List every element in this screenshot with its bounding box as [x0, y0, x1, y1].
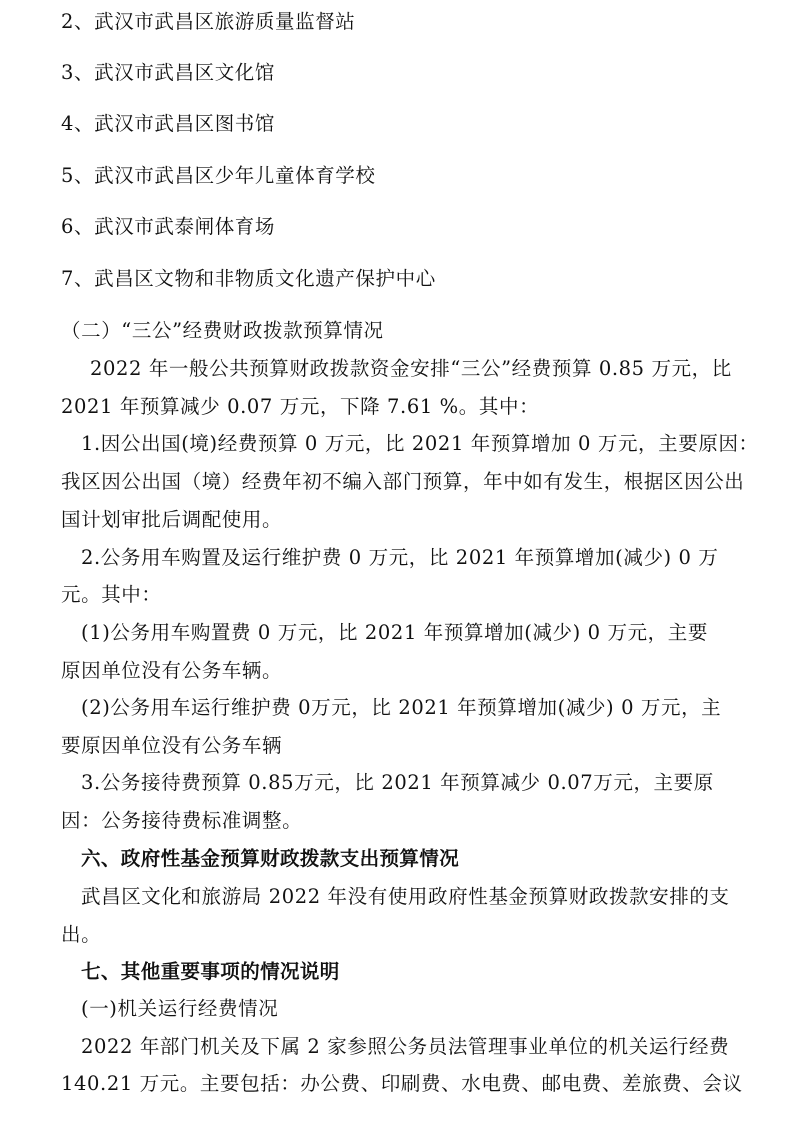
sangong-item1-line2: 我区因公出国（境）经费年初不编入部门预算，年中如有发生，根据区因公出 [61, 470, 745, 493]
sangong-sub2-line1: (2)公务用车运行维护费 0万元，比 2021 年预算增加(减少) 0 万元，主 [81, 696, 722, 719]
section-seven-subheading: (一)机关运行经费情况 [81, 997, 279, 1020]
section-seven-line1: 2022 年部门机关及下属 2 家参照公务员法管理事业单位的机关运行经费 [81, 1035, 730, 1058]
section-seven-heading: 七、其他重要事项的情况说明 [81, 960, 340, 983]
sangong-heading: （二）“三公”经费财政拨款预算情况 [61, 319, 384, 342]
sangong-sub1-line2: 原因单位没有公务车辆。 [61, 659, 283, 682]
section-six-line2: 出。 [61, 923, 102, 946]
section-six-line1: 武昌区文化和旅游局 2022 年没有使用政府性基金预算财政拨款安排的支 [81, 885, 730, 908]
list-item-5: 5、武汉市武昌区少年儿童体育学校 [61, 164, 376, 187]
sangong-item3-line1: 3.公务接待费预算 0.85万元，比 2021 年预算减少 0.07万元，主要原 [81, 771, 714, 794]
list-item-2: 2、武汉市武昌区旅游质量监督站 [61, 10, 356, 33]
list-item-7: 7、武昌区文物和非物质文化遗产保护中心 [61, 267, 436, 290]
sangong-intro-line1: 2022 年一般公共预算财政拨款资金安排“三公”经费预算 0.85 万元，比 [90, 357, 732, 380]
list-item-3: 3、武汉市武昌区文化馆 [61, 61, 276, 84]
section-six-heading: 六、政府性基金预算财政拨款支出预算情况 [81, 847, 460, 870]
sangong-item2-line2: 元。其中： [61, 583, 162, 606]
list-item-6: 6、武汉市武泰闸体育场 [61, 215, 276, 238]
sangong-intro-line2: 2021 年预算减少 0.07 万元，下降 7.61 %。其中： [61, 395, 540, 418]
sangong-item2-line1: 2.公务用车购置及运行维护费 0 万元，比 2021 年预算增加(减少) 0 万 [81, 546, 719, 569]
sangong-item1-line3: 国计划审批后调配使用。 [61, 508, 283, 531]
list-item-4: 4、武汉市武昌区图书馆 [61, 112, 276, 135]
sangong-item1-line1: 1.因公出国(境)经费预算 0 万元，比 2021 年预算增加 0 万元，主要原因： [81, 432, 759, 455]
section-seven-line2: 140.21 万元。主要包括：办公费、印刷费、水电费、邮电费、差旅费、会议 [61, 1072, 743, 1095]
sangong-sub1-line1: (1)公务用车购置费 0 万元，比 2021 年预算增加(减少) 0 万元，主要 [81, 621, 708, 644]
sangong-item3-line2: 因：公务接待费标准调整。 [61, 809, 303, 832]
sangong-sub2-line2: 要原因单位没有公务车辆 [61, 734, 283, 757]
